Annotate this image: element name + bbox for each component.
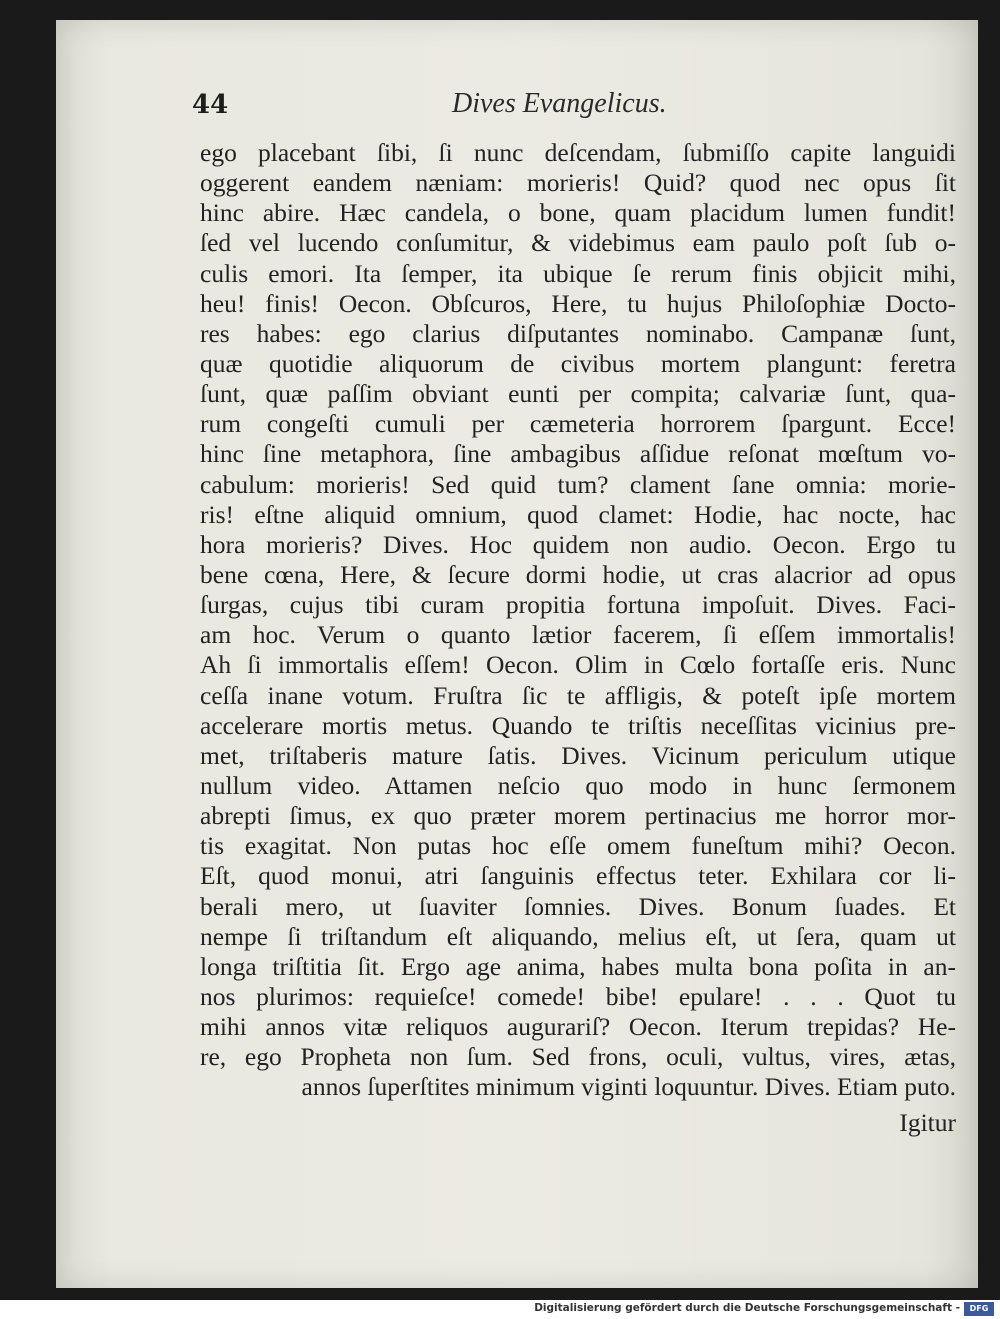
text-line: Eſt, quod monui, atri ſanguinis effectus teter. Exhilara cor li- xyxy=(200,861,956,891)
text-line: Ah ſi immortalis eſſem! Oecon. Olim in Cœlo fortaſſe eris. Nunc xyxy=(200,650,956,680)
text-line: nos plurimos: requieſce! comede! bibe! epulare! . . . Quot tu xyxy=(200,981,956,1011)
text-line: quæ quotidie aliquorum de civibus mortem plangunt: feretra xyxy=(200,348,956,378)
text-line: annos ſuperſtites minimum viginti loquuntur. Dives. Etiam puto. xyxy=(301,1072,956,1102)
text-line: bene cœna, Here, & ſecure dormi hodie, ut cras alacrior ad opus xyxy=(200,559,956,589)
text-line: nempe ſi triſtandum eſt aliquando, melius eſt, ut ſera, quam ut xyxy=(200,921,956,951)
text-line: ſed vel lucendo conſumitur, & videbimus eam paulo poſt ſub o- xyxy=(200,228,956,258)
text-line: ris! eſtne aliquid omnium, quod clamet: Hodie, hac nocte, hac xyxy=(200,499,956,529)
text-line: culis emori. Ita ſemper, ita ubique ſe rerum finis objicit mihi, xyxy=(200,258,956,288)
text-line: tis exagitat. Non putas hoc eſſe omem funeſtum mihi? Oecon. xyxy=(200,831,956,861)
text-line: ſunt, quæ paſſim obviant eunti per compita; calvariæ ſunt, qua- xyxy=(200,379,956,409)
funding-credit: Digitalisierung gefördert durch die Deutsche Forschungsgemeinschaft - xyxy=(534,1302,960,1314)
text-line: nullum video. Attamen neſcio quo modo in hunc ſermonem xyxy=(200,770,956,800)
text-line: ceſſa inane votum. Fruſtra ſic te affligis, & poteſt ipſe mortem xyxy=(200,680,956,710)
page-number: 44 xyxy=(192,90,229,120)
text-line: hinc ſine metaphora, ſine ambagibus aſſidue reſonat mœſtum vo- xyxy=(200,439,956,469)
text-line: longa triſtitia ſit. Ergo age anima, habes multa bona poſita in an- xyxy=(200,951,956,981)
text-line: re, ego Propheta non ſum. Sed frons, oculi, vultus, vires, ætas, xyxy=(200,1042,956,1072)
text-line: res habes: ego clarius diſputantes nominabo. Campanæ ſunt, xyxy=(200,318,956,348)
text-line: ego placebant ſibi, ſi nunc deſcendam, ſubmiſſo capite languidi xyxy=(200,138,956,167)
dfg-logo: DFG xyxy=(964,1302,994,1316)
text-line: hora morieris? Dives. Hoc quidem non audio. Oecon. Ergo tu xyxy=(200,529,956,559)
text-line: hinc abire. Hæc candela, o bone, quam placidum lumen fundit! xyxy=(200,198,956,228)
body-text xyxy=(200,138,956,1103)
text-line: oggerent eandem næniam: morieris! Quid? quod nec opus ſit xyxy=(200,168,956,198)
text-line: cabulum: morieris! Sed quid tum? clament ſane omnia: morie- xyxy=(200,469,956,499)
text-line: heu! finis! Oecon. Obſcuros, Here, tu hujus Philoſophiæ Docto- xyxy=(200,288,956,318)
running-head: Dives Evangelicus. xyxy=(452,88,667,119)
text-line: ſurgas, cujus tibi curam propitia fortuna impoſuit. Dives. Faci- xyxy=(200,590,956,620)
text-line: berali mero, ut ſuaviter ſomnies. Dives. Bonum ſuades. Et xyxy=(200,891,956,921)
text-line: mihi annos vitæ reliquos augurariſ? Oecon. Iterum trepidas? He- xyxy=(200,1012,956,1042)
text-line: accelerare mortis metus. Quando te triſtis neceſſitas vicinius pre- xyxy=(200,710,956,740)
catchword: Igitur xyxy=(899,1108,956,1137)
text-line: abrepti ſimus, ex quo præter morem pertinacius me horror mor- xyxy=(200,801,956,831)
text-line: am hoc. Verum o quanto lætior facerem, ſi eſſem immortalis! xyxy=(200,620,956,650)
text-line: rum congeſti cumuli per cæmeteria horrorem ſpargunt. Ecce! xyxy=(200,409,956,439)
text-line: met, triſtaberis mature ſatis. Dives. Vicinum periculum utique xyxy=(200,740,956,770)
